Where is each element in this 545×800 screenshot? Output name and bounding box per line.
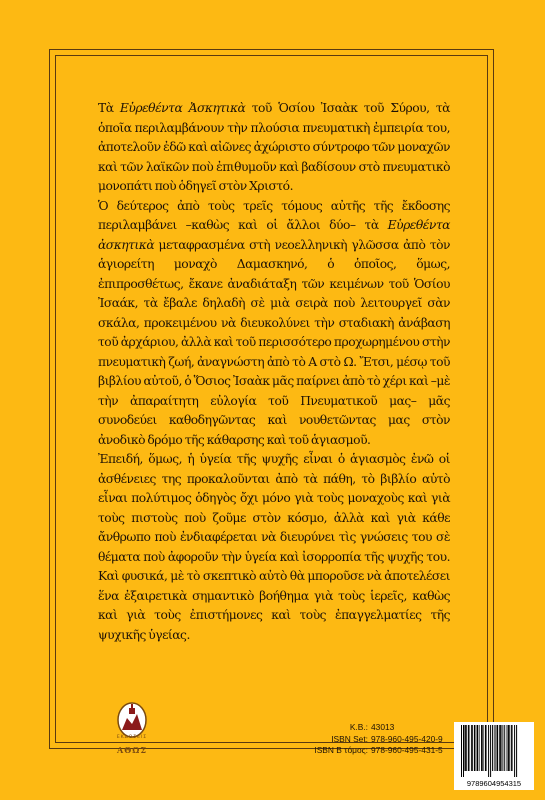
- text-run: μεταφρασμένα στὴ νεοελληνικὴ γλῶσσα ἀπὸ τὸν ἁγιορείτη μοναχὸ Δαμασκηνό, ὁ ὁποῖος, ὅμως, ἐπιπροσθέτως, ἔκανε ἀναδιάταξη τῶν κειμένων τοῦ Ὁσίου Ἰσαάκ, τὰ ἔβαλε δηλαδὴ σὲ μιὰ σειρὰ ποὺ λειτουργεῖ σὰν σκάλα, προκειμένου νὰ διευκολύνει τὴν σταδιακὴ ἀνάβαση τοῦ ἀρχάριου, ἀλλὰ καὶ τοῦ περισσότερο προχωρημένου στὴν πνευματικὴ ζωή, ἀναγνώστη ἀπὸ τὸ Α στὸ Ω. Ἔτσι, μέσῳ τοῦ βιβλίου αὐτοῦ, ὁ Ὅσιος Ἰσαὰκ μᾶς παίρνει ἀπὸ τὸ χέρι καὶ –μὲ τὴν ἀπαραίτητη εὐλογία τοῦ Πνευματικοῦ μας– μᾶς συνοδεύει καθοδηγῶντας καὶ νουθετῶντας μας στὸν ἀνοδικὸ δρόμο τῆς κάθαρσης καὶ τοῦ ἁγιασμοῦ.: [98, 237, 450, 447]
- text-run: Ὁ δεύτερος ἀπὸ τοὺς τρεῖς τόμους αὐτῆς τῆς ἔκδοσης περιλαμβάνει –καθὼς καὶ οἱ ἄλλοι δύο– τὰ: [98, 198, 450, 232]
- kb-label: Κ.Β.:: [349, 722, 368, 732]
- kb-value: 43013: [371, 722, 395, 732]
- isbn-volume-value: 978-960-495-431-5: [371, 745, 443, 755]
- italic-title: Εὑρεθέντα Ἀσκητικὰ: [119, 101, 246, 115]
- text-run: τοῦ Ὁσίου Ἰσαὰκ τοῦ Σύρου, τὰ ὁποῖα περιλαμβάνουν τὴν πλούσια πνευματικὴ ἐμπειρία του, ἀποτελοῦν ἐδῶ καὶ αἰῶνες ἀχώριστο σύντροφο τῶν μοναχῶν καὶ τῶν λαϊκῶν ποὺ ἐπιθυμοῦν καὶ βαδίσουν στὸ πνευματικὸ μονοπάτι ποὺ ὁδηγεῖ στὸν Χριστό.: [98, 101, 450, 193]
- isbn-set-label: ISBN Set:: [331, 733, 368, 744]
- isbn-set-row: [310, 734, 450, 746]
- text-run: Τὰ: [98, 101, 120, 115]
- barcode-bars-icon: [459, 725, 529, 777]
- barcode: [454, 722, 534, 790]
- italic-title: Εὑρεθέντα ἀσκητικὰ: [98, 218, 450, 252]
- isbn-info: [310, 722, 450, 757]
- isbn-set-value: 978-960-495-420-9: [371, 733, 443, 744]
- kb-row: [310, 722, 450, 734]
- publisher-label: ΕΚΔΟΣΕΙΣ: [116, 735, 148, 740]
- isbn-volume-row: [310, 745, 450, 757]
- isbn-volume-label: ISBN B τόμος:: [314, 745, 368, 755]
- text-run: Ἐπειδή, ὅμως, ἡ ὑγεία τῆς ψυχῆς εἶναι ὁ ἁγιασμὸς ἐνῶ οἱ ἀσθένειες της προκαλοῦνται ἀπὸ τὰ πάθη, τὸ βιβλίο αὐτὸ εἶναι πολύτιμος ὁδηγὸς ὄχι μόνο γιὰ τοὺς μοναχοὺς καὶ γιὰ τοὺς πιστοὺς ποὺ ζοῦμε στὸν κόσμο, ἀλλὰ καὶ γιὰ κάθε ἄνθρωπο ποὺ ἐνδιαφέρεται νὰ διευρύνει τὶς γνώσεις του σὲ θέματα ποὺ ἀφοροῦν τὴν ὑγεία καὶ ἰσορροπία τῆς ψυχῆς του. Καὶ φυσικά, μὲ τὸ σκεπτικὸ αὐτὸ θὰ μποροῦσε νὰ ἀποτελέσει ἕνα ἐξαιρετικὰ σημαντικὸ βοήθημα γιὰ τοὺς ἱερεῖς, καθὼς καὶ γιὰ τοὺς ἐπιστήμονες καὶ τοὺς ἐπαγγελματίες τῆς ψυχικῆς ὑγείας.: [98, 452, 450, 642]
- paragraph-1: [98, 99, 450, 197]
- publisher-name: ΑΘΩΣ: [117, 745, 147, 755]
- paragraph-3: [98, 450, 450, 645]
- barcode-number: 9789604954315: [466, 779, 522, 788]
- back-cover-text: [98, 99, 450, 645]
- paragraph-2: [98, 197, 450, 451]
